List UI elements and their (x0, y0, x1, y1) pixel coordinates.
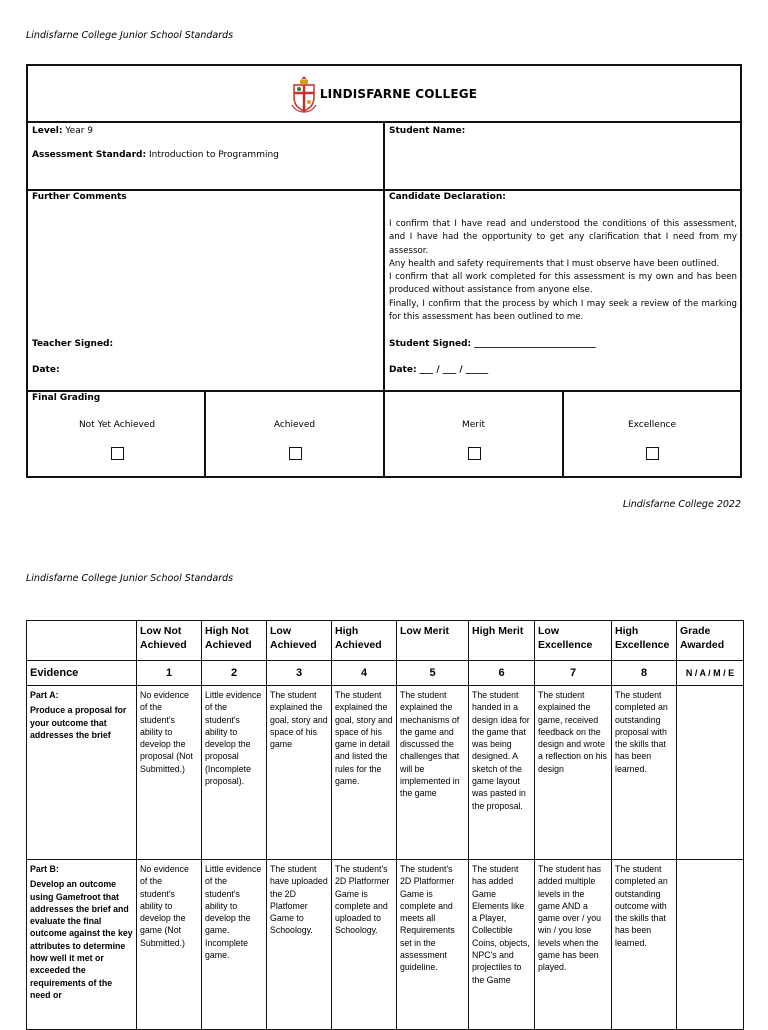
criteria-cell: The student's 2D Platformer Game is complete and uploaded to Schoology. (332, 860, 397, 1030)
column-header: High Excellence (612, 621, 677, 661)
grade-option-excellence (564, 392, 740, 476)
declaration-text (389, 218, 737, 324)
grade-option-not-yet-achieved (28, 392, 206, 476)
rubric-header-row (27, 621, 744, 661)
standard-value: Introduction to Programming (148, 150, 279, 160)
college-crest-icon (291, 75, 317, 113)
criteria-cell: The student completed an outstanding outcome with the skills that has been learned. (612, 860, 677, 1030)
part-label: Part B: (30, 864, 59, 874)
level-number: 2 (202, 661, 267, 686)
grade-option-achieved (206, 392, 385, 476)
declaration-paragraph: Any health and safety requirements that I must observe have been outlined. (389, 258, 720, 269)
table-row (27, 686, 744, 860)
level-section (28, 123, 385, 191)
student-name-section (385, 123, 740, 191)
grade-checkbox[interactable] (111, 447, 124, 460)
table-row (27, 860, 744, 1030)
criteria-cell: The student completed an outstanding proposal with the skills that has been learned. (612, 686, 677, 860)
level-value: Year 9 (65, 126, 94, 136)
grade-label: Not Yet Achieved (78, 420, 156, 430)
page-footer: Lindisfarne College 2022 (622, 499, 741, 510)
grade-checkbox[interactable] (646, 447, 659, 460)
criteria-cell: No evidence of the student's ability to develop the proposal (Not Submitted.) (137, 686, 202, 860)
page-header: Lindisfarne College Junior School Standards (26, 573, 234, 584)
declaration-paragraph: Finally, I confirm that the process by which I may seek a review of the marking for this assessment has been outlined to me. (389, 298, 737, 323)
declaration-paragraph: I confirm that all work completed for this assessment is my own and has been produced without assistance from anyone else. (389, 272, 737, 296)
level-number: 3 (267, 661, 332, 686)
criteria-cell: The student explained the goal, story and space of his game (267, 686, 332, 860)
criteria-cell: The student explained the goal, story and space of his game in detail and listed the rules for the game. (332, 686, 397, 860)
candidate-declaration-section (385, 191, 740, 392)
criteria-cell: Little evidence of the student's ability to develop the proposal (Incomplete proposal). (202, 686, 267, 860)
grade-option-merit (385, 392, 564, 476)
student-date-label: Date: ___ / ___ / _____ (389, 365, 489, 375)
grade-label: Merit (461, 420, 486, 430)
level-number: 5 (397, 661, 469, 686)
page-header: Lindisfarne College Junior School Standards (26, 30, 234, 41)
column-header (27, 621, 137, 661)
further-comments-label: Further Comments (32, 192, 127, 202)
criteria-cell: The student has added Game Elements like a Player, Collectible Coins, objects, NPC's and projectiles to the Game (469, 860, 535, 1030)
college-name: LINDISFARNE COLLEGE (319, 86, 478, 101)
criteria-cell: The student have uploaded the 2D Platfomer Game to Schoology. (267, 860, 332, 1030)
student-name-label: Student Name: (389, 126, 466, 136)
criteria-cell: The student's 2D Platformer Game is complete and meets all Requirements set in the assessment guideline. (397, 860, 469, 1030)
level-number: 6 (469, 661, 535, 686)
part-cell (27, 686, 137, 860)
assessment-cover-sheet (26, 64, 742, 478)
level-number: 1 (137, 661, 202, 686)
level-label: Level: (32, 126, 63, 136)
criteria-cell: The student handed in a design idea for the game that was being designed. A sketch of the game layout was pasted in the proposal. (469, 686, 535, 860)
final-grading-label: Final Grading (32, 393, 101, 403)
grade-label: Achieved (273, 420, 316, 430)
part-label: Part A: (30, 690, 59, 700)
criteria-cell: Little evidence of the student's ability to develop the game. Incomplete game. (202, 860, 267, 1030)
grade-awarded-cell[interactable] (677, 686, 744, 860)
standard-label: Assessment Standard: (32, 150, 147, 160)
logo-row (28, 66, 740, 123)
criteria-cell: The student explained the game, received feedback on the design and wrote a reflection on his design (535, 686, 612, 860)
column-header: Grade Awarded (677, 621, 744, 661)
grade-checkbox[interactable] (468, 447, 481, 460)
declaration-paragraph: I confirm that I have read and understood the conditions of this assessment, and I have had the opportunity to get any clarification that I need from my assessor. (389, 219, 737, 256)
part-task: Produce a proposal for your outcome that addresses the brief (30, 705, 127, 740)
column-header: Low Achieved (267, 621, 332, 661)
grade-codes: N / A / M / E (677, 661, 744, 686)
grade-checkbox[interactable] (289, 447, 302, 460)
rubric-table (26, 620, 744, 1030)
column-header: Low Not Achieved (137, 621, 202, 661)
level-number: 8 (612, 661, 677, 686)
student-signed-label: Student Signed: ___________________________ (389, 339, 596, 349)
part-task: Develop an outcome using Gamefroot that addresses the brief and evaluate the final outcome against the key attributes to determine how well it met or exceeded the requirements of the need or (30, 879, 133, 1000)
grade-label: Excellence (627, 420, 677, 430)
column-header: Low Excellence (535, 621, 612, 661)
level-number: 7 (535, 661, 612, 686)
part-cell (27, 860, 137, 1030)
teacher-signed-label: Teacher Signed: (32, 339, 114, 349)
level-number: 4 (332, 661, 397, 686)
grade-awarded-cell[interactable] (677, 860, 744, 1030)
candidate-declaration-label: Candidate Declaration: (389, 192, 506, 202)
further-comments-section (28, 191, 385, 392)
column-header: High Not Achieved (202, 621, 267, 661)
criteria-cell: The student explained the mechanisms of the game and discussed the challenges that will be implemented in the game (397, 686, 469, 860)
evidence-label: Evidence (27, 661, 137, 686)
evidence-number-row (27, 661, 744, 686)
column-header: Low Merit (397, 621, 469, 661)
column-header: High Achieved (332, 621, 397, 661)
column-header: High Merit (469, 621, 535, 661)
criteria-cell: No evidence of the student's ability to develop the game (Not Submitted.) (137, 860, 202, 1030)
teacher-date-label: Date: (32, 365, 60, 375)
criteria-cell: The student has added multiple levels in the game AND a game over / you win / you lose levels when the game has been played. (535, 860, 612, 1030)
